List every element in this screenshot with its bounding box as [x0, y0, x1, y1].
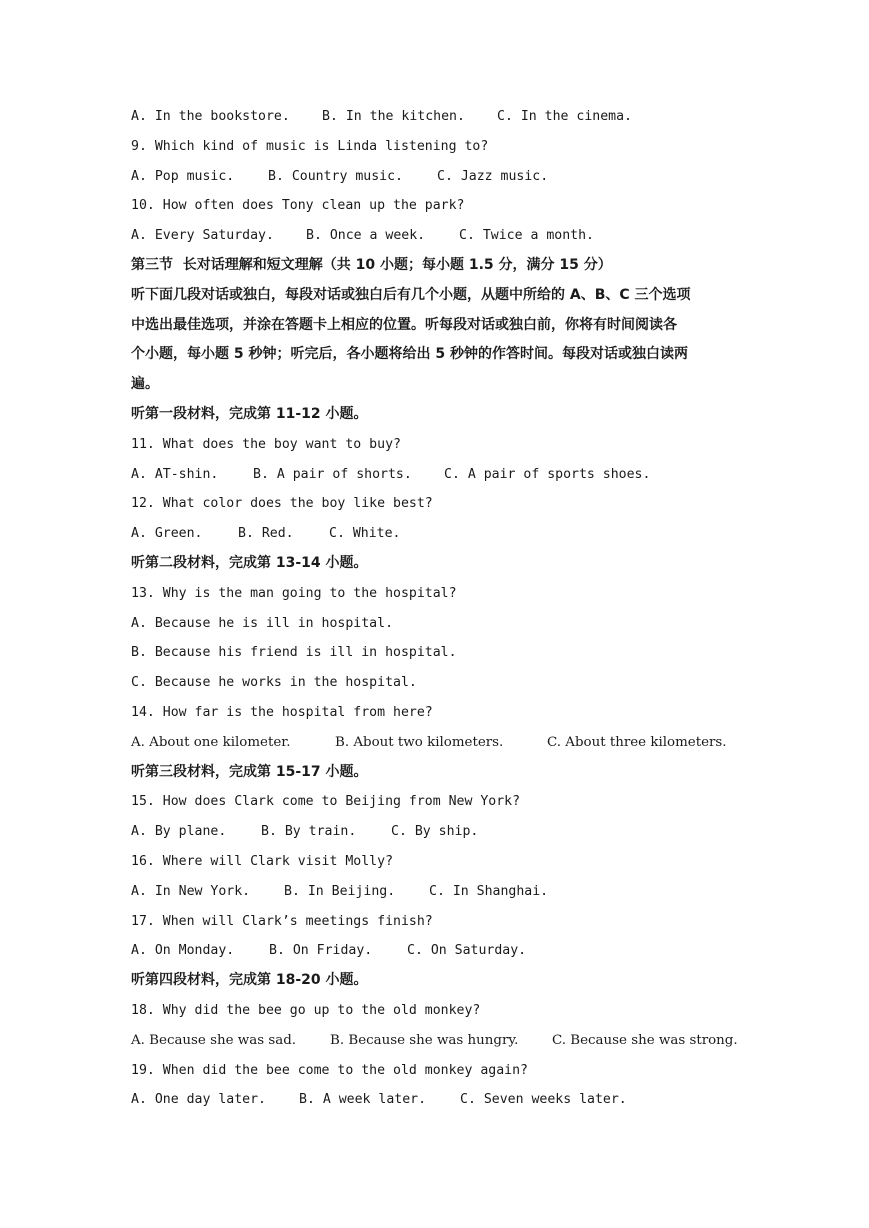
part-2-heading: 听第二段材料，完成第 13-14 小题。 [131, 554, 368, 571]
instructions-line-2: 中选出最佳选项，并涂在答题卡上相应的位置。听每段对话或独白前，你将有时间阅读各 [131, 316, 677, 333]
option-c: C. In the cinema. [497, 109, 632, 124]
option-b: B. Red. [238, 526, 294, 542]
option-c: C. In Shanghai. [429, 883, 549, 899]
option-a: A. Green. [131, 526, 203, 542]
instructions-line-4: 遍。 [131, 376, 159, 393]
question-19: 19. When did the bee come to the old monkey again? [131, 1062, 528, 1078]
instructions-line-3: 个小题，每小题 5 秒钟；听完后，各小题将给出 5 秒钟的作答时间。每段对话或独白读两 [131, 346, 688, 363]
q13-option-b: B. Because his friend is ill in hospital. [131, 645, 457, 661]
question-17: 17. When will Clark’s meetings finish? [131, 913, 433, 929]
part-3-heading: 听第三段材料，完成第 15-17 小题。 [131, 763, 368, 780]
option-c: C. On Saturday. [407, 943, 527, 959]
q13-option-c: C. Because he works in the hospital. [131, 675, 417, 691]
q13-option-a: A. Because he is ill in hospital. [131, 615, 394, 631]
question-12: 12. What color does the boy like best? [131, 496, 433, 512]
question-10: 10. How often does Tony clean up the park? [131, 198, 465, 214]
section-3-title: 第三节 长对话理解和短文理解（共 10 小题；每小题 1.5 分，满分 15 分） [131, 256, 612, 273]
option-a: A. On Monday. [131, 943, 235, 959]
question-13: 13. Why is the man going to the hospital? [131, 585, 457, 601]
option-a: A. In the bookstore. [131, 109, 290, 124]
option-a: A. Pop music. [131, 168, 235, 184]
q14-options [131, 728, 741, 758]
question-18: 18. Why did the bee go up to the old monkey? [131, 1002, 481, 1018]
option-b: B. Country music. [268, 168, 403, 184]
option-c: C. Twice a month. [459, 228, 594, 244]
option-c: C. Because she was strong. [552, 1032, 738, 1048]
option-c: C. Seven weeks later. [460, 1092, 627, 1108]
page-content [131, 102, 741, 1115]
option-a: A. About one kilometer. [131, 734, 291, 750]
option-a: A. By plane. [131, 824, 227, 840]
part-1-heading: 听第一段材料，完成第 11-12 小题。 [131, 405, 368, 422]
option-b: B. Because she was hungry. [330, 1032, 519, 1048]
option-b: B. On Friday. [269, 943, 373, 959]
question-11: 11. What does the boy want to buy? [131, 436, 401, 452]
option-c: C. Jazz music. [437, 168, 549, 184]
option-b: B. In Beijing. [284, 883, 396, 899]
option-a: A. AT-shin. [131, 466, 219, 482]
q9-options [131, 162, 741, 192]
q8-options [131, 102, 741, 132]
option-b: B. A pair of shorts. [253, 466, 412, 482]
part-4-heading: 听第四段材料，完成第 18-20 小题。 [131, 972, 368, 989]
question-9: 9. Which kind of music is Linda listening to? [131, 138, 489, 154]
q11-options [131, 460, 741, 490]
option-a: A. Because she was sad. [131, 1032, 297, 1048]
option-c: C. About three kilometers. [547, 734, 727, 750]
option-c: C. A pair of sports shoes. [444, 466, 651, 482]
q10-options [131, 221, 741, 251]
q15-options [131, 817, 741, 847]
instructions-line-1: 听下面几段对话或独白，每段对话或独白后有几个小题，从题中所给的 A、B、C 三个选项 [131, 286, 691, 303]
option-b: B. About two kilometers. [335, 734, 504, 750]
q19-options [131, 1085, 741, 1115]
option-b: B. By train. [261, 824, 357, 840]
q18-options [131, 1026, 741, 1056]
option-a: A. In New York. [131, 883, 251, 899]
question-15: 15. How does Clark come to Beijing from New York? [131, 794, 521, 810]
question-16: 16. Where will Clark visit Molly? [131, 853, 394, 869]
q16-options [131, 877, 741, 907]
option-c: C. By ship. [391, 824, 479, 840]
q17-options [131, 936, 741, 966]
question-14: 14. How far is the hospital from here? [131, 704, 433, 720]
option-a: A. Every Saturday. [131, 228, 274, 244]
q12-options [131, 519, 741, 549]
option-a: A. One day later. [131, 1092, 266, 1108]
option-b: B. In the kitchen. [322, 109, 465, 124]
option-c: C. White. [329, 526, 401, 542]
option-b: B. Once a week. [306, 228, 426, 244]
option-b: B. A week later. [299, 1092, 427, 1108]
